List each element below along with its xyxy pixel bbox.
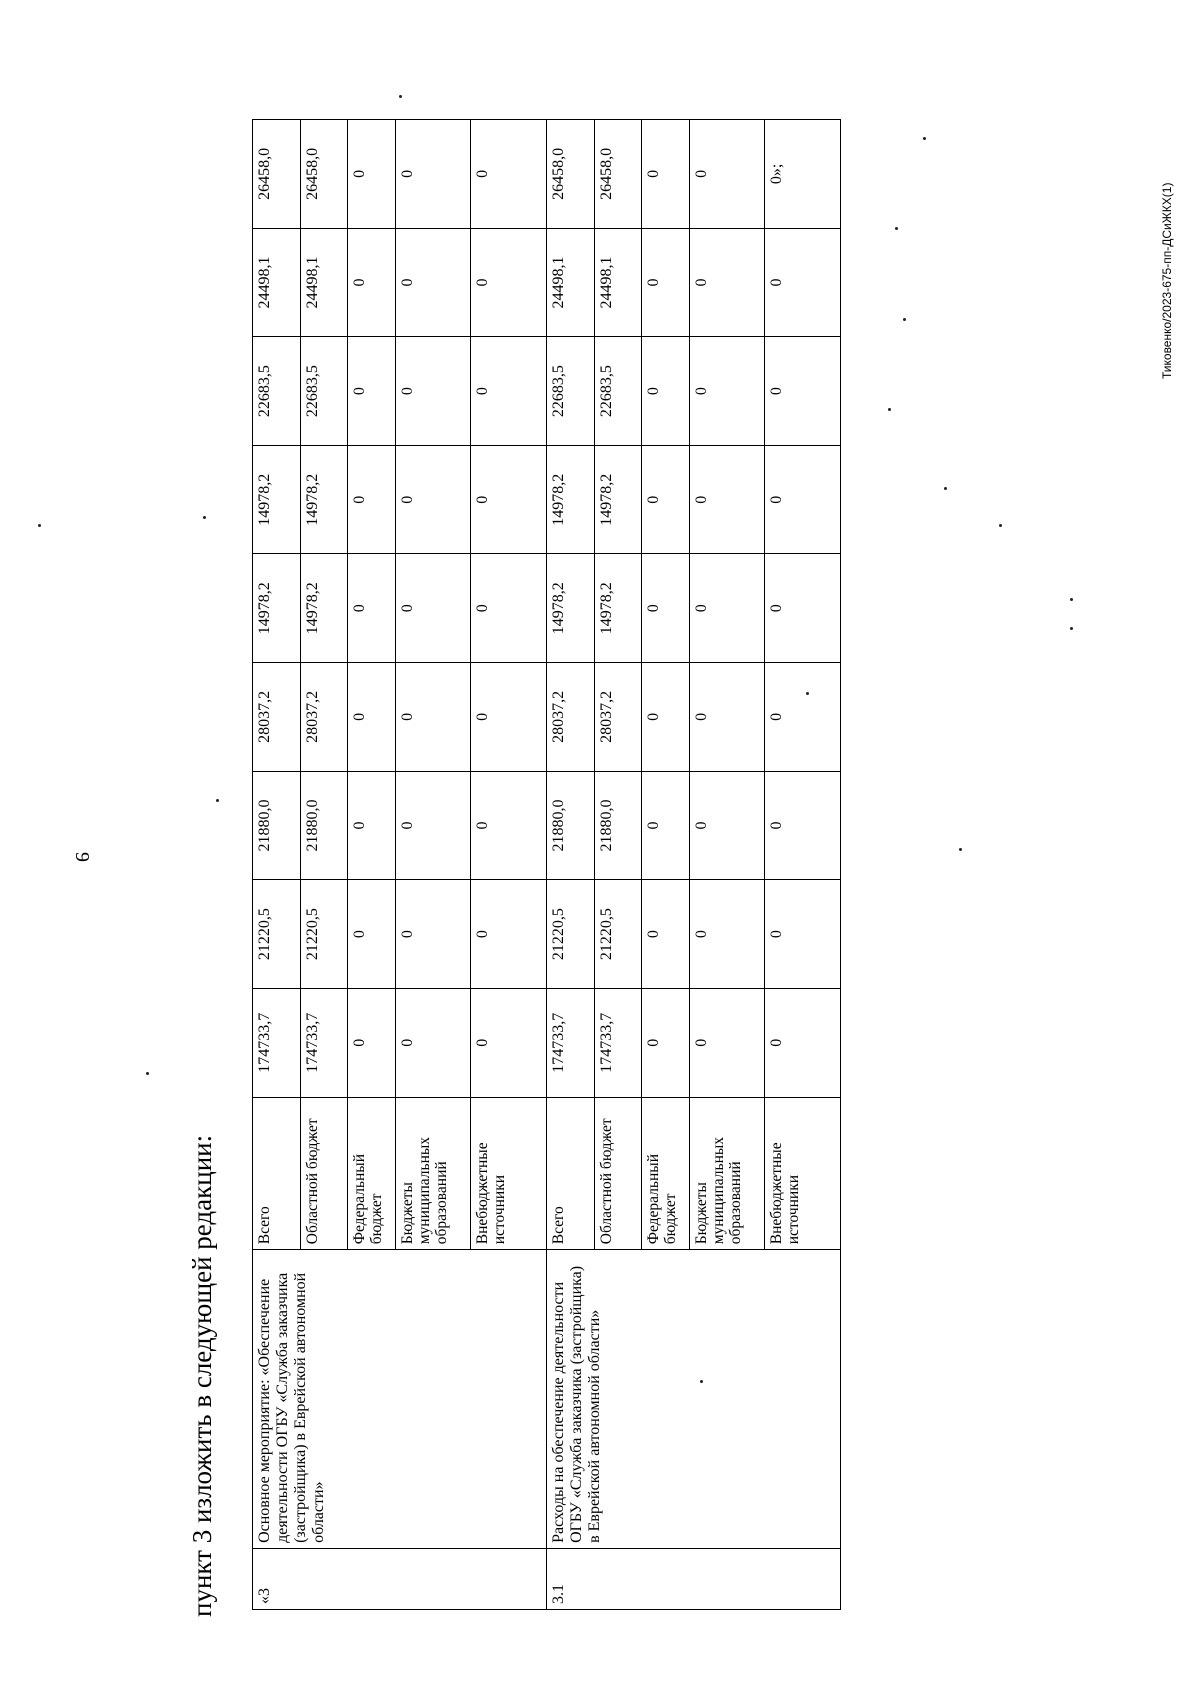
year-amount: 0 [395,445,471,554]
item-title: Расходы на обеспечение деятельности ОГБУ «Служба заказчика (застройщика) в Еврейской автономной области» [546,1250,840,1549]
scan-speck [806,692,809,695]
funding-source: Федеральный бюджет [642,1097,690,1250]
total-amount: 0 [642,988,690,1097]
funding-source: Областной бюджет [300,1097,348,1250]
year-amount: 0 [471,337,547,446]
total-amount: 174733,7 [300,988,348,1097]
year-amount: 0 [689,663,765,772]
year-amount: 0 [348,771,396,880]
year-amount: 0 [689,771,765,880]
total-amount: 174733,7 [546,988,594,1097]
year-amount: 0 [471,445,547,554]
year-amount: 14978,2 [253,445,301,554]
table-body [253,120,841,1610]
year-amount: 28037,2 [300,663,348,772]
year-amount: 14978,2 [594,445,642,554]
year-amount: 0 [689,228,765,337]
scan-speck [959,848,962,851]
scan-speck [895,227,898,230]
year-amount: 0 [395,663,471,772]
year-amount: 14978,2 [594,554,642,663]
year-amount: 0 [642,663,690,772]
scan-speck [903,318,906,321]
year-amount: 0 [395,228,471,337]
year-amount: 0 [471,880,547,989]
total-amount: 174733,7 [253,988,301,1097]
year-amount: 21220,5 [594,880,642,989]
intro-text: пункт 3 изложить в следующей редакции: [187,1134,217,1617]
year-amount: 0 [471,771,547,880]
year-amount: 21880,0 [300,771,348,880]
year-amount: 21880,0 [253,771,301,880]
table-row [546,120,594,1610]
year-amount: 0 [395,880,471,989]
total-amount: 0 [348,988,396,1097]
year-amount: 14978,2 [300,445,348,554]
year-amount: 0 [348,120,396,229]
scan-speck [1070,598,1073,601]
year-amount: 14978,2 [253,554,301,663]
table-row [253,120,301,1610]
year-amount: 0 [765,228,841,337]
funding-source: Бюджеты муниципальных образований [689,1097,765,1250]
total-amount: 0 [689,988,765,1097]
year-amount: 0 [689,880,765,989]
scan-speck [216,799,219,802]
year-amount: 0 [642,554,690,663]
year-amount: 0»; [765,120,841,229]
scan-speck [999,524,1002,527]
year-amount: 0 [689,337,765,446]
year-amount: 21220,5 [300,880,348,989]
year-amount: 0 [765,663,841,772]
scan-speck [399,95,402,98]
funding-source: Бюджеты муниципальных образований [395,1097,471,1250]
year-amount: 0 [395,337,471,446]
year-amount: 0 [348,554,396,663]
year-amount: 0 [642,120,690,229]
year-amount: 24498,1 [546,228,594,337]
year-amount: 0 [348,337,396,446]
year-amount: 26458,0 [546,120,594,229]
scan-speck [944,487,947,490]
year-amount: 0 [348,228,396,337]
year-amount: 21880,0 [546,771,594,880]
scan-speck [888,408,891,411]
year-amount: 0 [348,445,396,554]
year-amount: 26458,0 [594,120,642,229]
year-amount: 14978,2 [300,554,348,663]
year-amount: 0 [642,228,690,337]
year-amount: 0 [471,663,547,772]
year-amount: 0 [642,771,690,880]
item-title: Основное мероприятие: «Обеспечение деятельности ОГБУ «Служба заказчика (застройщика) в Еврейской автономной области» [253,1250,547,1549]
scan-speck [38,524,41,527]
year-amount: 22683,5 [594,337,642,446]
scan-speck [1070,627,1073,630]
year-amount: 0 [765,337,841,446]
year-amount: 0 [765,554,841,663]
year-amount: 0 [471,554,547,663]
scan-speck [923,137,926,140]
funding-source: Областной бюджет [594,1097,642,1250]
year-amount: 0 [348,663,396,772]
year-amount: 0 [395,554,471,663]
year-amount: 24498,1 [300,228,348,337]
year-amount: 0 [471,228,547,337]
year-amount: 21880,0 [594,771,642,880]
year-amount: 22683,5 [300,337,348,446]
year-amount: 0 [765,771,841,880]
year-amount: 21220,5 [253,880,301,989]
total-amount: 174733,7 [594,988,642,1097]
funding-table [252,119,841,1610]
funding-source: Федеральный бюджет [348,1097,396,1250]
funding-source: Внебюджетные источники [471,1097,547,1250]
year-amount: 26458,0 [300,120,348,229]
year-amount: 28037,2 [546,663,594,772]
document-code: Тиковенко/2023-675-пп-ДСиЖКХ(1) [1160,182,1174,379]
funding-table-container [252,119,841,1610]
scan-speck [146,1072,149,1075]
year-amount: 28037,2 [594,663,642,772]
year-amount: 22683,5 [546,337,594,446]
year-amount: 21220,5 [546,880,594,989]
year-amount: 0 [642,337,690,446]
page-number: 9 [71,852,93,862]
year-amount: 14978,2 [546,445,594,554]
funding-source: Всего [253,1097,301,1250]
year-amount: 28037,2 [253,663,301,772]
year-amount: 0 [642,880,690,989]
year-amount: 0 [765,445,841,554]
year-amount: 22683,5 [253,337,301,446]
total-amount: 0 [395,988,471,1097]
scan-speck [203,516,206,519]
year-amount: 0 [642,445,690,554]
year-amount: 14978,2 [546,554,594,663]
total-amount: 0 [765,988,841,1097]
funding-source: Всего [546,1097,594,1250]
year-amount: 0 [689,554,765,663]
year-amount: 0 [689,120,765,229]
year-amount: 0 [395,771,471,880]
year-amount: 24498,1 [594,228,642,337]
year-amount: 0 [765,880,841,989]
year-amount: 0 [689,445,765,554]
item-number: «3 [253,1548,547,1609]
total-amount: 0 [471,988,547,1097]
year-amount: 0 [348,880,396,989]
year-amount: 0 [471,120,547,229]
year-amount: 26458,0 [253,120,301,229]
year-amount: 0 [395,120,471,229]
funding-source: Внебюджетные источники [765,1097,841,1250]
scan-speck [700,1380,703,1383]
year-amount: 24498,1 [253,228,301,337]
item-number: 3.1 [546,1548,840,1609]
